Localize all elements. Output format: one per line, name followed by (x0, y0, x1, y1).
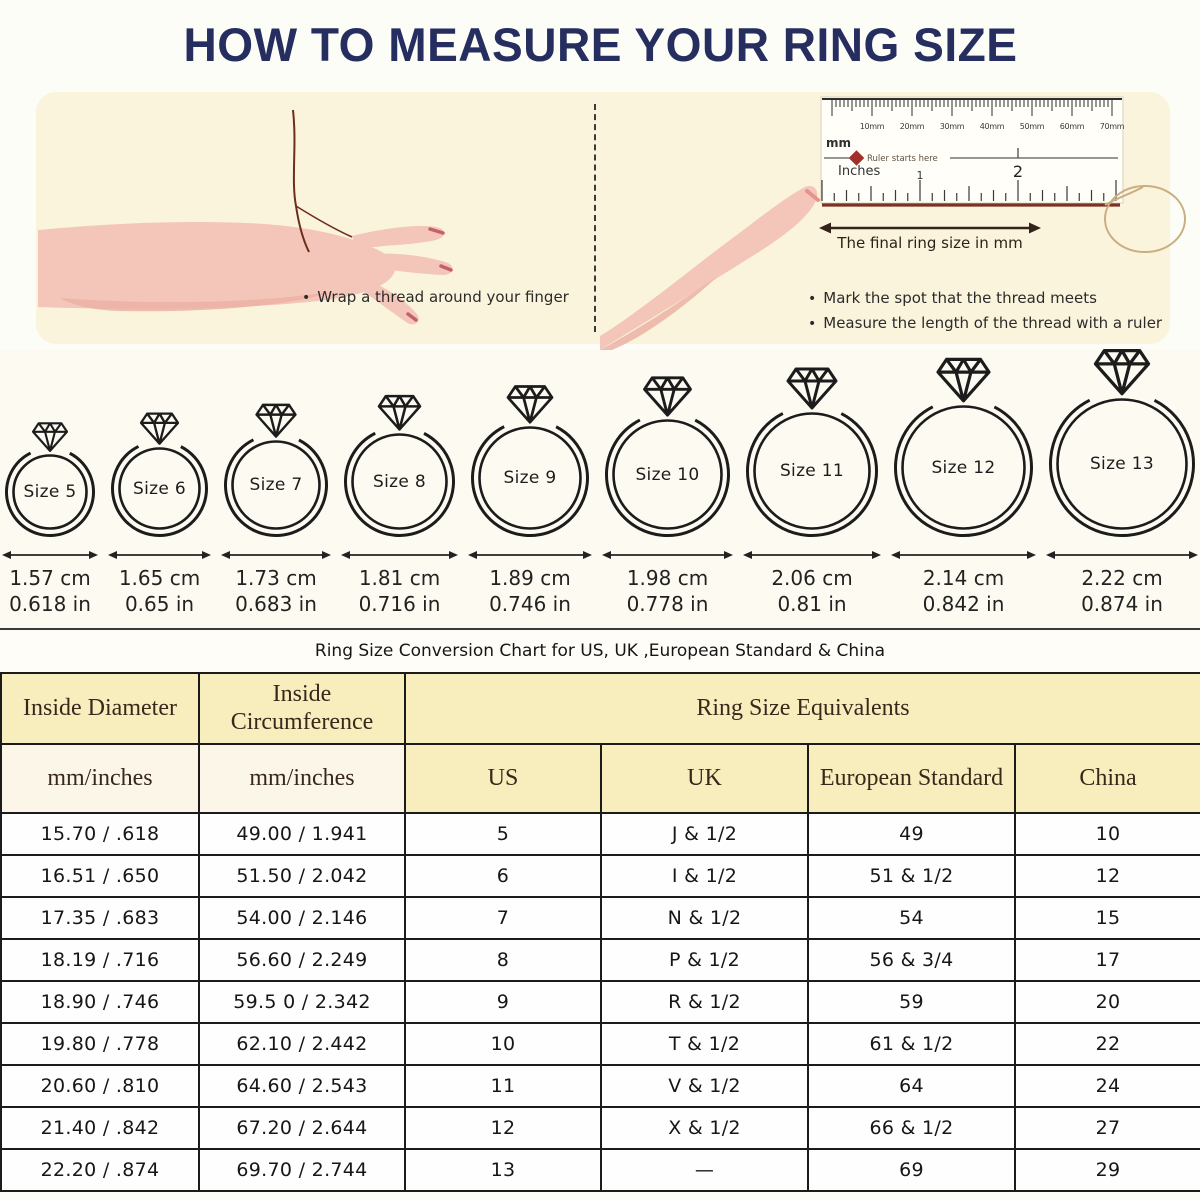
col-inside-circumference: Inside Circumference (199, 673, 405, 744)
diamond-icon (931, 353, 996, 404)
ring-diameter-cm: 1.73 cm (235, 566, 317, 590)
table-cell: 10 (405, 1023, 601, 1065)
ring-size-label: Size 10 (635, 464, 700, 485)
svg-text:Inches: Inches (838, 164, 881, 179)
subcol-circumference-units: mm/inches (199, 744, 405, 813)
ring-diameter-in: 0.65 in (124, 592, 195, 616)
svg-text:10mm: 10mm (859, 122, 885, 131)
thread-loop (1105, 186, 1185, 252)
table-cell: 54.00 / 2.146 (199, 897, 405, 939)
ring-diameter-in: 0.81 in (777, 592, 847, 616)
hand-holding-thread-on-ruler-illustration (600, 88, 1200, 350)
ring-item (742, 363, 882, 616)
table-cell: — (601, 1149, 808, 1191)
diamond-icon (781, 363, 843, 411)
table-cell: 18.19 / .716 (1, 939, 199, 981)
diameter-arrow (107, 549, 212, 561)
ring-diameter-cm: 1.98 cm (626, 566, 709, 590)
ring-item (1045, 344, 1199, 616)
ring-circle (604, 411, 731, 538)
table-row (1, 981, 1200, 1023)
table-row (1, 1023, 1200, 1065)
diameter-arrow (467, 549, 593, 561)
ring-size-label: Size 9 (503, 468, 557, 488)
ring-circle (1048, 390, 1196, 538)
svg-text:20mm: 20mm (899, 122, 925, 131)
table-cell: 15 (1015, 897, 1200, 939)
hand-with-thread-illustration (0, 88, 600, 350)
ring-diameter-in: 0.716 in (358, 592, 441, 616)
table-cell: 8 (405, 939, 601, 981)
ring-diameter-cm: 1.81 cm (358, 566, 441, 590)
table-cell: 61 & 1/2 (808, 1023, 1015, 1065)
ring-size-label: Size 6 (133, 478, 186, 499)
diameter-arrow (1, 549, 99, 561)
svg-text:mm: mm (826, 136, 852, 150)
table-cell: 59.5 0 / 2.342 (199, 981, 405, 1023)
svg-text:30mm: 30mm (939, 122, 965, 131)
ring-size-label: Size 8 (373, 471, 426, 492)
table-row (1, 1149, 1200, 1191)
diameter-arrow (742, 549, 882, 561)
table-row (1, 855, 1200, 897)
conversion-table (0, 672, 1200, 1192)
diameter-arrow (1045, 549, 1199, 561)
table-cell: 27 (1015, 1107, 1200, 1149)
table-cell: 64.60 / 2.543 (199, 1065, 405, 1107)
ring-diameter-cm: 1.65 cm (118, 566, 201, 590)
table-cell: 7 (405, 897, 601, 939)
ring-diameter-in: 0.683 in (235, 592, 317, 616)
ring-diameter-cm: 1.57 cm (9, 566, 91, 590)
table-cell: J & 1/2 (601, 813, 808, 855)
table-cell: 69.70 / 2.744 (199, 1149, 405, 1191)
table-cell: 20 (1015, 981, 1200, 1023)
table-cell: 5 (405, 813, 601, 855)
ring-size-label: Size 7 (249, 475, 303, 495)
ring-circle (893, 397, 1034, 538)
ring-diameter-in: 0.778 in (626, 592, 709, 616)
table-cell: 49.00 / 1.941 (199, 813, 405, 855)
panel-divider (594, 104, 596, 332)
col-ring-size-equivalents: Ring Size Equivalents (405, 673, 1200, 744)
table-row (1, 939, 1200, 981)
table-cell: 56.60 / 2.249 (199, 939, 405, 981)
table-cell: 12 (405, 1107, 601, 1149)
diamond-icon (136, 409, 183, 446)
svg-text:60mm: 60mm (1059, 122, 1085, 131)
how-to-section (0, 88, 1200, 350)
table-cell: 51.50 / 2.042 (199, 855, 405, 897)
svg-text:50mm: 50mm (1019, 122, 1045, 131)
table-row (1, 897, 1200, 939)
table-cell: 59 (808, 981, 1015, 1023)
table-cell: 16.51 / .650 (1, 855, 199, 897)
ring-sizes-row (0, 350, 1200, 628)
table-cell: 17 (1015, 939, 1200, 981)
subcol-european-standard: European Standard (808, 744, 1015, 813)
subcol-diameter-units: mm/inches (1, 744, 199, 813)
table-row (1, 813, 1200, 855)
table-cell: 12 (1015, 855, 1200, 897)
diameter-arrow (340, 549, 459, 561)
table-cell: T & 1/2 (601, 1023, 808, 1065)
ring-circle (110, 439, 209, 538)
conversion-table-wrap (0, 672, 1200, 1200)
subcol-china: China (1015, 744, 1200, 813)
ring-item (890, 353, 1037, 616)
ring-size-label: Size 11 (779, 461, 845, 481)
ring-diameter-in: 0.874 in (1081, 592, 1163, 616)
ring-item (220, 400, 332, 616)
diameter-arrow (220, 549, 332, 561)
table-cell: 18.90 / .746 (1, 981, 199, 1023)
col-inside-diameter: Inside Diameter (1, 673, 199, 744)
caption-block (0, 628, 1200, 672)
table-cell: 10 (1015, 813, 1200, 855)
subcol-uk: UK (601, 744, 808, 813)
ring-circle (223, 432, 329, 538)
ring-item (340, 391, 459, 616)
table-cell: 15.70 / .618 (1, 813, 199, 855)
table-cell: 6 (405, 855, 601, 897)
diameter-arrow (890, 549, 1037, 561)
svg-text:40mm: 40mm (979, 122, 1005, 131)
table-cell: 19.80 / .778 (1, 1023, 199, 1065)
svg-text:2: 2 (1012, 162, 1024, 181)
svg-text:1: 1 (916, 169, 924, 182)
step-wrap-thread: • Wrap a thread around your finger (302, 288, 569, 306)
table-row (1, 1065, 1200, 1107)
ring-diameter-in: 0.746 in (489, 592, 571, 616)
final-ring-size-label: The final ring size in mm (837, 234, 1023, 252)
table-cell: 29 (1015, 1149, 1200, 1191)
diamond-icon (373, 391, 426, 432)
table-cell: 20.60 / .810 (1, 1065, 199, 1107)
table-cell: P & 1/2 (601, 939, 808, 981)
table-cell: 13 (405, 1149, 601, 1191)
ring-item (107, 409, 212, 616)
table-cell: 56 & 3/4 (808, 939, 1015, 981)
ring-diameter-cm: 2.06 cm (771, 566, 853, 590)
table-cell: 64 (808, 1065, 1015, 1107)
table-cell: 54 (808, 897, 1015, 939)
ring-circle (470, 418, 590, 538)
table-cell: 67.20 / 2.644 (199, 1107, 405, 1149)
table-cell: 24 (1015, 1065, 1200, 1107)
ring-diameter-cm: 2.14 cm (922, 566, 1005, 590)
page-title: HOW TO MEASURE YOUR RING SIZE (183, 17, 1017, 71)
table-cell: 21.40 / .842 (1, 1107, 199, 1149)
table-cell: 51 & 1/2 (808, 855, 1015, 897)
table-cell: 66 & 1/2 (808, 1107, 1015, 1149)
table-cell: 9 (405, 981, 601, 1023)
ring-size-label: Size 13 (1089, 454, 1155, 474)
table-cell: I & 1/2 (601, 855, 808, 897)
diamond-icon (502, 381, 558, 425)
ring-size-label: Size 12 (931, 457, 996, 478)
table-cell: 22.20 / .874 (1, 1149, 199, 1191)
ring-diameter-cm: 1.89 cm (489, 566, 571, 590)
table-cell: 11 (405, 1065, 601, 1107)
table-cell: X & 1/2 (601, 1107, 808, 1149)
diamond-icon (638, 372, 697, 418)
diamond-icon (28, 419, 72, 453)
table-caption: Ring Size Conversion Chart for US, UK ,European Standard & China (314, 641, 886, 661)
step-mark-spot: • Mark the spot that the thread meets (808, 289, 1097, 307)
step-measure-thread: • Measure the length of the thread with a ruler (808, 314, 1162, 332)
ring-diameter-cm: 2.22 cm (1081, 566, 1163, 590)
table-cell: R & 1/2 (601, 981, 808, 1023)
ring-circle (4, 446, 96, 538)
ring-size-label: Size 5 (23, 482, 77, 502)
ring-item (601, 372, 734, 616)
svg-text:Ruler starts here: Ruler starts here (867, 154, 938, 164)
ring-diameter-in: 0.842 in (922, 592, 1005, 616)
table-cell: 49 (808, 813, 1015, 855)
table-cell: 22 (1015, 1023, 1200, 1065)
table-cell: 17.35 / .683 (1, 897, 199, 939)
ring-diameter-in: 0.618 in (9, 592, 91, 616)
diamond-icon (251, 400, 301, 439)
header (0, 0, 1200, 88)
diameter-arrow (601, 549, 734, 561)
ring-item (467, 381, 593, 616)
ring-circle (343, 425, 456, 538)
table-cell: 69 (808, 1149, 1015, 1191)
table-row (1, 1107, 1200, 1149)
ring-circle (745, 404, 879, 538)
table-cell: 62.10 / 2.442 (199, 1023, 405, 1065)
table-cell: V & 1/2 (601, 1065, 808, 1107)
ring-item (1, 419, 99, 616)
diamond-icon (1088, 344, 1156, 397)
table-cell: N & 1/2 (601, 897, 808, 939)
svg-text:70mm: 70mm (1099, 122, 1124, 131)
subcol-us: US (405, 744, 601, 813)
